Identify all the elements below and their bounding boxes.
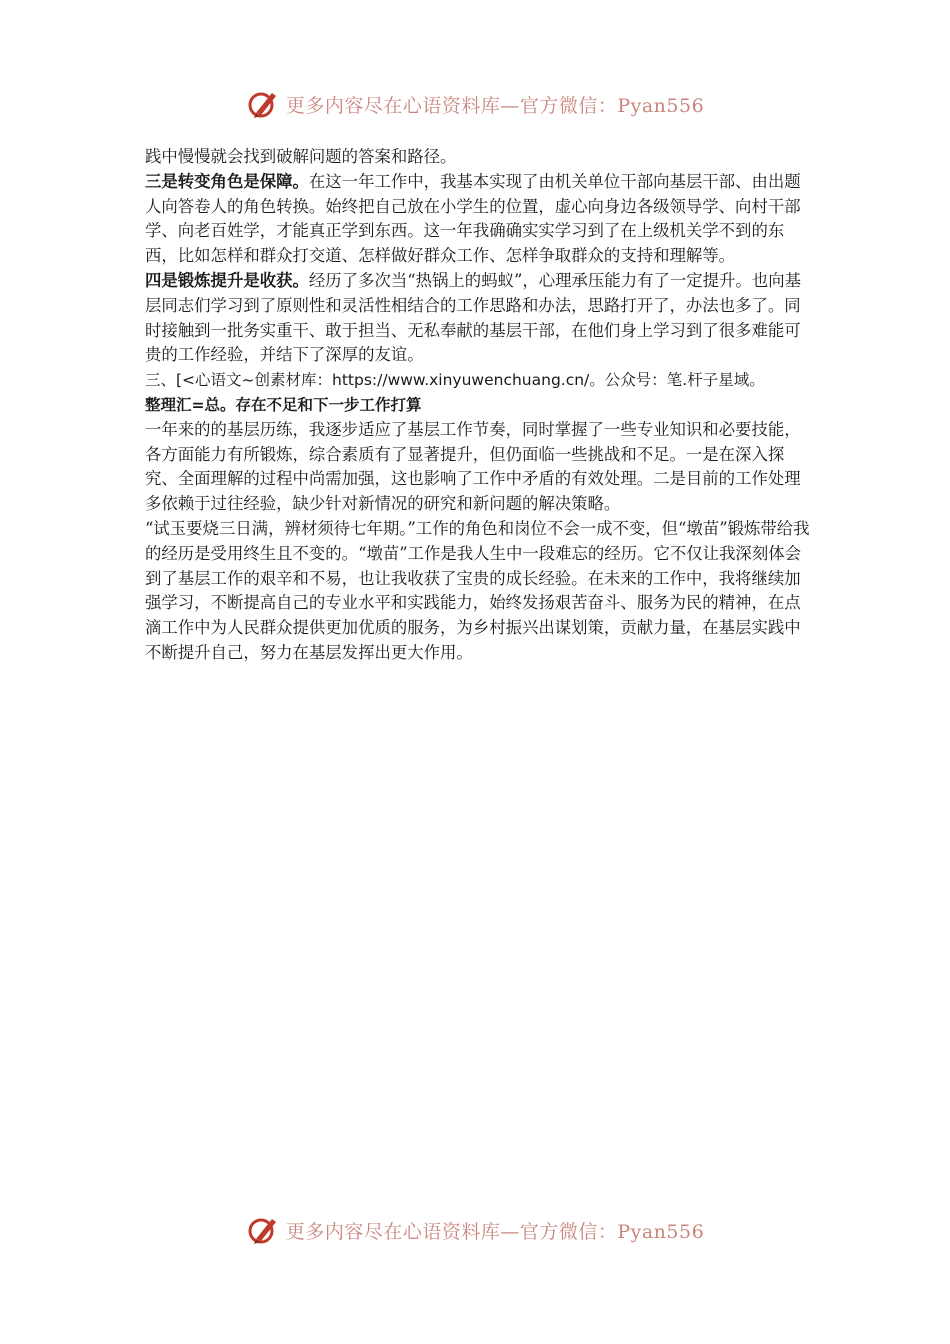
paragraph-text: 经历了多次当“热锅上的蚂蚁”，心理承压能力有了一定提升。也向基层同志们学习到了原则性和灵活性相结合的工作思路和办法，思路打开了，办法也多了。同时接触到一批务实重干、敢于担当、无私奉献的基层干部，在他们身上学习到了很多难能可贵的工作经验，并结下了深厚的友谊。 [145, 270, 801, 365]
footer-banner-text: 更多内容尽在心语资料库—官方微信：Pyan556 [285, 1220, 705, 1243]
paragraph-training-gain [145, 269, 813, 368]
paragraph-text: 在这一年工作中，我基本实现了由机关单位干部向基层干部、由出题人向答卷人的角色转换。始终把自己放在小学生的位置，虚心向身边各级领导学、向村干部学、向老百姓学，才能真正学到东西。这一年我确确实实学习到了在上级机关学不到的东西，比如怎样和群众打交道、怎样做好群众工作、怎样争取群众的支持和理解等。 [145, 171, 801, 266]
paragraph-text: 践中慢慢就会找到破解问题的答案和路径。 [145, 147, 457, 166]
header-banner-text: 更多内容尽在心语资料库—官方微信：Pyan556 [285, 94, 705, 117]
paragraph-continuation [145, 145, 813, 170]
paragraph-conclusion [145, 517, 813, 666]
paragraph-shortcomings [145, 418, 813, 517]
header-banner [0, 84, 950, 124]
pen-nib-logo-icon [246, 87, 280, 121]
section-three-heading [145, 368, 813, 418]
pen-nib-logo-icon [246, 1213, 280, 1247]
section-three-title: 整理汇=总。存在不足和下一步工作打算 [145, 395, 422, 414]
paragraph-text: “试玉要烧三日满，辨材须待七年期。”工作的角色和岗位不会一成不变，但“墩苗”锻炼带给我的经历是受用终生且不变的。“墩苗”工作是我人生中一段难忘的经历。它不仅让我深刻体会到了基层工作的艰辛和不易，也让我收获了宝贵的成长经验。在未来的工作中，我将继续加强学习，不断提高自己的专业水平和实践能力，始终发扬艰苦奋斗、服务为民的精神，在点滴工作中为人民群众提供更加优质的服务，为乡村振兴出谋划策，贡献力量，在基层实践中不断提升自己，努力在基层发挥出更大作用。 [145, 518, 810, 662]
paragraph-lead: 四是锻炼提升是收获。 [145, 270, 309, 290]
paragraph-role-change [145, 170, 813, 269]
document-body [145, 145, 813, 666]
paragraph-lead: 三是转变角色是保障。 [145, 171, 309, 191]
paragraph-text: 一年来的的基层历练，我逐步适应了基层工作节奏，同时掌握了一些专业知识和必要技能，各方面能力有所锻炼，综合素质有了显著提升，但仍面临一些挑战和不足。一是在深入探究、全面理解的过程中尚需加强，这也影响了工作中矛盾的有效处理。二是目前的工作处理多依赖于过往经验，缺少针对新情况的研究和新问题的解决策略。 [145, 419, 801, 514]
section-three-prefix: 三、[<心语文~创素材库：https://www.xinyuwenchuang.cn/。公众号：笔.杆子星域。 [145, 371, 765, 390]
footer-banner [0, 1210, 950, 1250]
